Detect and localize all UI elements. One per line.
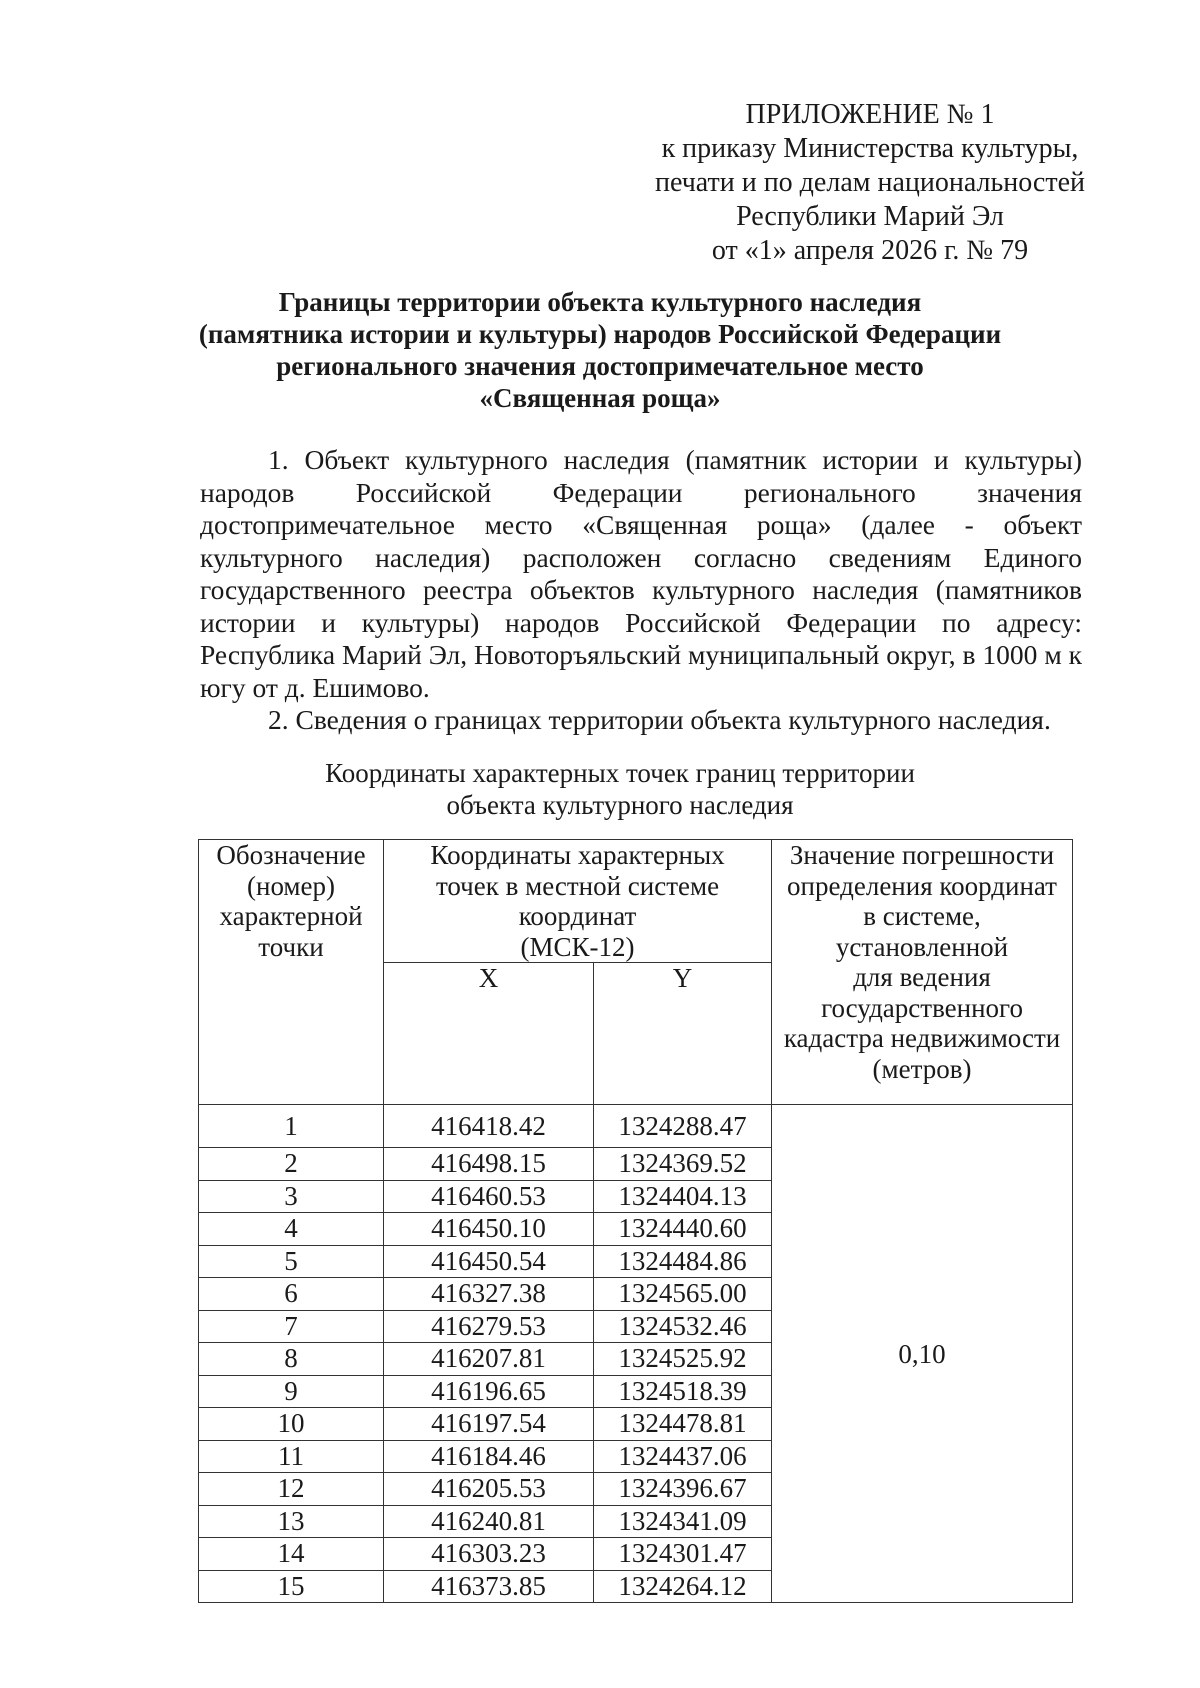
header-error-line: для ведения [853,962,991,992]
table-caption-line-2: объекта культурного наследия [446,790,794,820]
paragraph-1: 1. Объект культурного наследия (памятник истории и культуры) народов Российской Федерации регионального значения достопримечательное место «Священная роща» (далее - объект культурного наследия) расположен согласно сведениям Единого государственного реестра объектов культурного наследия (памятников истории и культуры) народов Российской Федерации по адресу: Республика Марий Эл, Новоторъяльский муниципальный округ, в 1000 м к югу от д. Ешимово. [200,444,1082,703]
x-coordinate-cell: 416205.53 [384,1473,594,1506]
x-coordinate-cell: 416303.23 [384,1538,594,1571]
title-line-2: (памятника истории и культуры) народов Российской Федерации [198,319,1002,349]
point-number-cell: 3 [199,1180,384,1213]
header-coords-line: Координаты характерных [430,840,725,870]
point-number-cell: 13 [199,1505,384,1538]
header-error-line: определения координат [787,870,1057,901]
header-point-line: Обозначение [216,840,366,870]
header-error-line: Значение погрешности [789,840,1055,870]
x-coordinate-cell: 416450.54 [384,1245,594,1278]
x-coordinate-cell: 416240.81 [384,1505,594,1538]
header-coords-line: координат [518,901,637,931]
y-coordinate-cell: 1324404.13 [594,1180,772,1213]
header-error-line: (метров) [872,1053,972,1084]
y-coordinate-cell: 1324532.46 [594,1310,772,1343]
y-coordinate-cell: 1324288.47 [594,1105,772,1148]
point-number-cell: 11 [199,1440,384,1473]
appendix-ministry-line: печати и по делам национальностей [654,167,1086,198]
point-number-cell: 6 [199,1278,384,1311]
y-coordinate-cell: 1324518.39 [594,1375,772,1408]
point-number-cell: 8 [199,1343,384,1376]
y-coordinate-cell: 1324565.00 [594,1278,772,1311]
x-coordinate-cell: 416196.65 [384,1375,594,1408]
body-text [200,444,1082,737]
table-row [199,1105,1073,1148]
header-coordinates [384,840,772,963]
point-number-cell: 9 [199,1375,384,1408]
appendix-label: ПРИЛОЖЕНИЕ № 1 [745,99,995,130]
table-caption-line-1: Координаты характерных точек границ территории [325,758,915,788]
header-x: X [384,963,594,1105]
header-error-line: в системе, [863,901,981,931]
x-coordinate-cell: 416279.53 [384,1310,594,1343]
title-line-3: регионального значения достопримечательное место [276,351,924,381]
point-number-cell: 15 [199,1570,384,1603]
header-error-line: кадастра недвижимости [783,1023,1061,1053]
y-coordinate-cell: 1324301.47 [594,1538,772,1571]
x-coordinate-cell: 416207.81 [384,1343,594,1376]
coordinates-table [198,839,1073,1603]
point-number-cell: 10 [199,1408,384,1441]
header-error [772,840,1073,1105]
header-point-number [199,840,384,1105]
header-error-line: установленной [835,931,1009,962]
document-title [150,286,1050,414]
header-coords-line: (МСК-12) [520,931,635,962]
point-number-cell: 5 [199,1245,384,1278]
appendix-republic-line: Республики Марий Эл [736,201,1004,232]
y-coordinate-cell: 1324525.92 [594,1343,772,1376]
title-line-4: «Священная роща» [479,383,721,413]
point-number-cell: 2 [199,1148,384,1181]
x-coordinate-cell: 416460.53 [384,1180,594,1213]
header-y: Y [594,963,772,1105]
error-value-cell: 0,10 [772,1105,1073,1603]
point-number-cell: 4 [199,1213,384,1246]
appendix-order-line: к приказу Министерства культуры, [661,133,1079,164]
x-coordinate-cell: 416197.54 [384,1408,594,1441]
title-line-1: Границы территории объекта культурного наследия [278,287,922,317]
y-coordinate-cell: 1324341.09 [594,1505,772,1538]
header-point-line: характерной [219,901,363,931]
header-coords-line: точек в местной системе [435,870,720,901]
x-coordinate-cell: 416450.10 [384,1213,594,1246]
y-coordinate-cell: 1324437.06 [594,1440,772,1473]
x-coordinate-cell: 416184.46 [384,1440,594,1473]
paragraph-2: 2. Сведения о границах территории объекта культурного наследия. [268,704,1051,735]
x-coordinate-cell: 416418.42 [384,1105,594,1148]
header-point-line: точки [258,931,324,962]
header-error-line: государственного [821,992,1023,1023]
appendix-header [640,98,1100,268]
appendix-date-line: от «1» апреля 2026 г. № 79 [711,235,1029,266]
y-coordinate-cell: 1324396.67 [594,1473,772,1506]
table-caption [200,757,1040,821]
point-number-cell: 14 [199,1538,384,1571]
point-number-cell: 1 [199,1105,384,1148]
y-coordinate-cell: 1324264.12 [594,1570,772,1603]
header-point-line: (номер) [247,870,335,901]
y-coordinate-cell: 1324440.60 [594,1213,772,1246]
point-number-cell: 12 [199,1473,384,1506]
x-coordinate-cell: 416327.38 [384,1278,594,1311]
y-coordinate-cell: 1324478.81 [594,1408,772,1441]
y-coordinate-cell: 1324369.52 [594,1148,772,1181]
table-header-row [199,840,1073,963]
x-coordinate-cell: 416498.15 [384,1148,594,1181]
y-coordinate-cell: 1324484.86 [594,1245,772,1278]
point-number-cell: 7 [199,1310,384,1343]
x-coordinate-cell: 416373.85 [384,1570,594,1603]
